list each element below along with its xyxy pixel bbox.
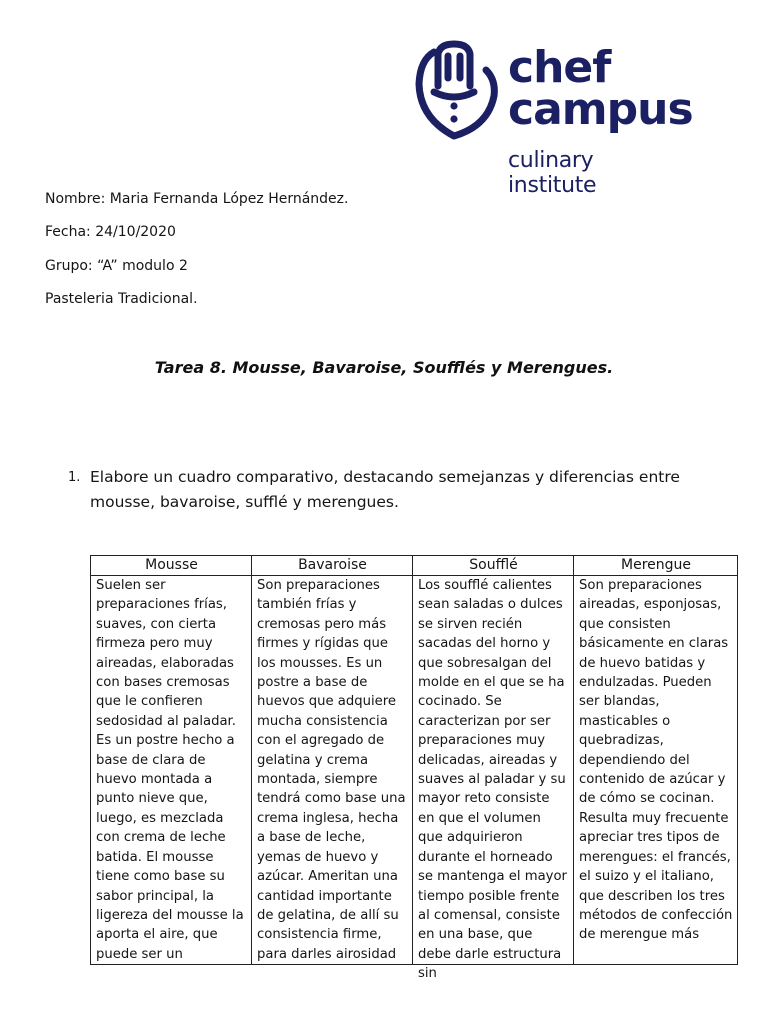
assignment-title: Tarea 8. Mousse, Bavaroise, Soufflés y Merengues.	[154, 358, 614, 377]
question-number: 1.	[68, 470, 81, 485]
chef-hat-icon	[414, 40, 500, 142]
logo-subtitle: culinary institute	[508, 148, 597, 198]
question-item	[68, 465, 718, 515]
chef-campus-logo	[414, 40, 693, 198]
header-souffle: Soufflé	[413, 556, 574, 576]
header-merengue: Merengue	[574, 556, 738, 576]
logo-line-campus: campus	[508, 84, 693, 135]
table-header-row	[91, 556, 738, 576]
cell-merengue-text: Son preparaciones aireadas, esponjosas, que consisten básicamente en claras de huevo batidas y endulzadas. Pueden ser blandas, masticables o quebradizas, dependiendo del contenido de azúcar y de cómo se cocinan. Resulta muy frecuente apreciar tres tipos de merengues: el francés, el suizo y el italiano, que describen los tres métodos de confección de merengue más	[579, 578, 733, 943]
course: Pasteleria Tradicional.	[45, 291, 198, 307]
date: Fecha: 24/10/2020	[45, 224, 176, 240]
cell-souffle	[413, 576, 574, 982]
cell-bavaroise	[252, 576, 413, 965]
cell-bavaroise-text: Son preparaciones también frías y cremosas pero más firmes y rígidas que los mousses. Es un postre a base de huevos que adquiere mucha consistencia con el agregado de gelatina y crema montada, siempre tendrá como base una crema inglesa, hecha a base de leche, yemas de huevo y azúcar. Ameritan una cantidad importante de gelatina, de allí su consistencia firme, para darles airosidad	[257, 578, 406, 962]
cell-mousse	[91, 576, 252, 965]
student-name: Nombre: Maria Fernanda López Hernández.	[45, 191, 349, 207]
group: Grupo: “A” modulo 2	[45, 258, 188, 274]
header-bavaroise: Bavaroise	[252, 556, 413, 576]
cell-merengue	[574, 576, 738, 965]
comparison-table	[90, 555, 738, 982]
logo-wordmark	[508, 42, 693, 135]
logo-line-chef: chef	[508, 42, 611, 93]
question-text: Elabore un cuadro comparativo, destacando semejanzas y diferencias entre mousse, bavaroise, sufflé y merengues.	[90, 468, 680, 511]
header-mousse: Mousse	[91, 556, 252, 576]
cell-mousse-text: Suelen ser preparaciones frías, suaves, con cierta firmeza pero muy aireadas, elaboradas con bases cremosas que le confieren sedosidad al paladar. Es un postre hecho a base de clara de huevo montada a punto nieve que, luego, es mezclada con crema de leche batida. El mousse tiene como base su sabor principal, la ligereza del mousse la aporta el aire, que puede ser un	[96, 578, 244, 962]
table-row	[91, 576, 738, 965]
cell-souffle-text: Los soufflé calientes sean saladas o dulces se sirven recién sacadas del horno y que sobresalgan del molde en el que se ha cocinado. Se caracterizan por ser preparaciones muy delicadas, aireadas y suaves al paladar y su mayor reto consiste en que el volumen que adquirieron durante el horneado se mantenga el mayor tiempo posible frente al comensal, consiste en una base, que debe darle estructura sin	[418, 578, 567, 982]
